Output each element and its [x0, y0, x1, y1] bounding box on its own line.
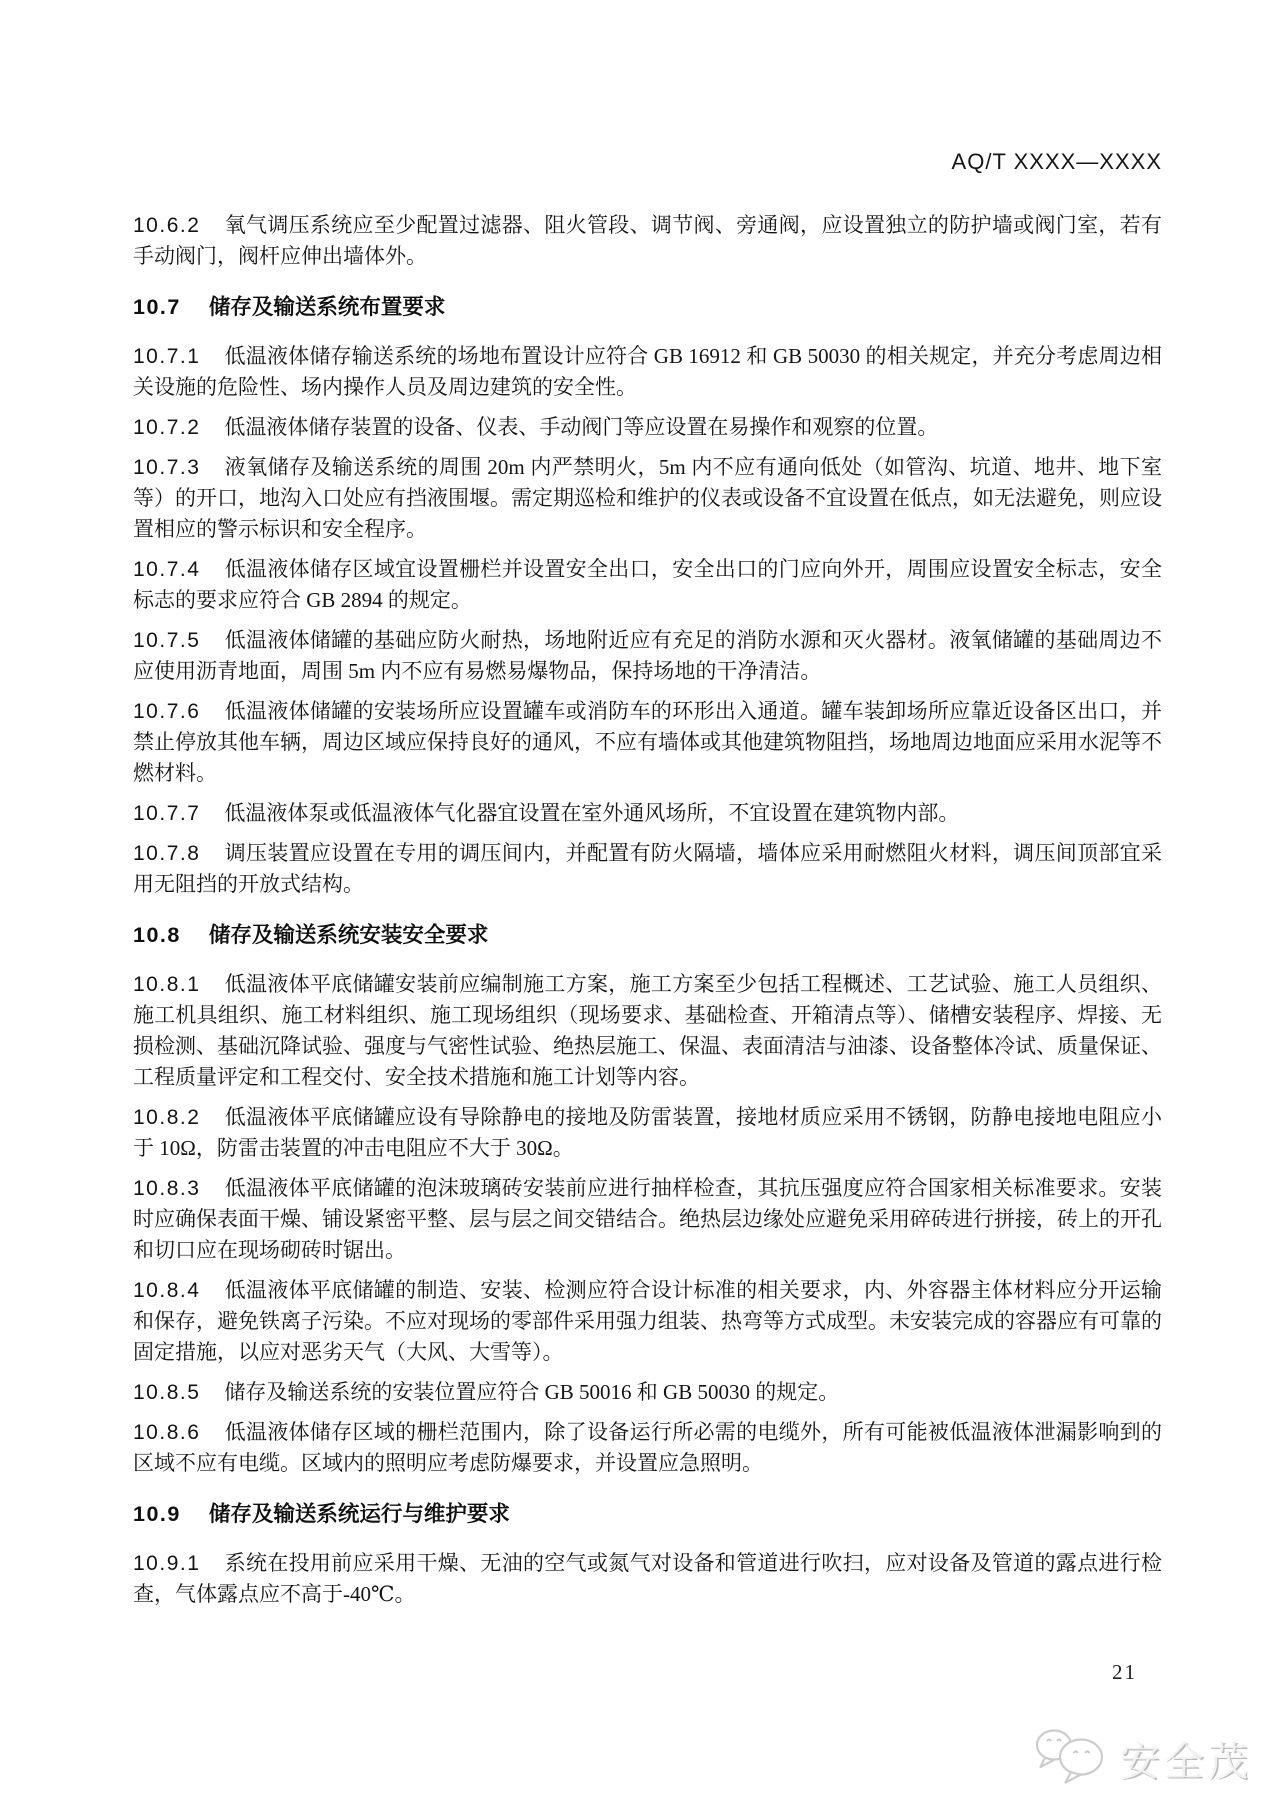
clause-text: 低温液体平底储罐的泡沫玻璃砖安装前应进行抽样检查，其抗压强度应符合国家相关标准要求。安装时应确保表面干燥、铺设紧密平整、层与层之间交错结合。绝热层边缘处应避免采用碎砖进行拼接，砖上的开孔和切口应在现场砌砖时锯出。 [133, 1176, 1162, 1262]
clause-number: 10.7.6 [133, 700, 201, 723]
clause-number: 10.8.5 [133, 1381, 201, 1404]
clause-text: 储存及输送系统的安装位置应符合 GB 50016 和 GB 50030 的规定。 [224, 1380, 840, 1404]
section-title: 储存及输送系统布置要求 [208, 295, 446, 319]
clause-10-7-2 [133, 412, 1162, 443]
clause-10-7-6 [133, 696, 1162, 789]
clause-text: 低温液体储罐的基础应防火耐热，场地附近应有充足的消防水源和灭火器材。液氧储罐的基础周边不应使用沥青地面，周围 5m 内不应有易燃易爆物品，保持场地的干净清洁。 [133, 628, 1162, 683]
clause-number: 10.7.2 [133, 416, 201, 439]
clause-10-6-2 [133, 210, 1162, 272]
clause-text: 低温液体泵或低温液体气化器宜设置在室外通风场所，不宜设置在建筑物内部。 [224, 801, 960, 825]
watermark-text: 安全茂 [1120, 1740, 1252, 1784]
clause-10-8-2 [133, 1102, 1162, 1164]
clause-text: 液氧储存及输送系统的周围 20m 内严禁明火，5m 内不应有通向低处（如管沟、坑道、地井、地下室等）的开口，地沟入口处应有挡液围堰。需定期巡检和维护的仪表或设备不宜设置在低点，如无法避免，则应设置相应的警示标识和安全程序。 [133, 455, 1162, 541]
clause-10-7-1 [133, 341, 1162, 403]
clause-number: 10.7.3 [133, 456, 201, 479]
clause-text: 氧气调压系统应至少配置过滤器、阻火管段、调节阀、旁通阀，应设置独立的防护墙或阀门室，若有手动阀门，阀杆应伸出墙体外。 [133, 213, 1162, 268]
section-title: 储存及输送系统运行与维护要求 [208, 1502, 510, 1526]
clause-number: 10.7.7 [133, 802, 201, 825]
clause-number: 10.8.3 [133, 1177, 201, 1200]
section-title: 储存及输送系统安装安全要求 [208, 923, 489, 947]
clause-number: 10.7.5 [133, 629, 201, 652]
running-header [0, 0, 1280, 174]
clause-10-7-7 [133, 798, 1162, 829]
clause-text: 低温液体储存区域宜设置栅栏并设置安全出口，安全出口的门应向外开，周围应设置安全标志，安全标志的要求应符合 GB 2894 的规定。 [133, 557, 1162, 612]
clause-text: 低温液体储罐的安装场所应设置罐车或消防车的环形出入通道。罐车装卸场所应靠近设备区出口，并禁止停放其他车辆，周边区域应保持良好的通风，不应有墙体或其他建筑物阻挡，场地周边地面应采用水泥等不燃材料。 [133, 699, 1162, 785]
clause-text: 调压装置应设置在专用的调压间内，并配置有防火隔墙，墙体应采用耐燃阻火材料，调压间顶部宜采用无阻挡的开放式结构。 [133, 841, 1162, 896]
clause-number: 10.8.2 [133, 1106, 201, 1129]
clause-text: 低温液体储存输送系统的场地布置设计应符合 GB 16912 和 GB 50030 的相关规定，并充分考虑周边相关设施的危险性、场内操作人员及周边建筑的安全性。 [133, 344, 1162, 399]
clause-10-7-4 [133, 554, 1162, 616]
clause-10-8-6 [133, 1417, 1162, 1479]
section-heading-10-8 [133, 920, 1162, 951]
section-heading-10-9 [133, 1499, 1162, 1530]
clause-text: 低温液体储存区域的栅栏范围内，除了设备运行所必需的电缆外，所有可能被低温液体泄漏影响到的区域不应有电缆。区域内的照明应考虑防爆要求，并设置应急照明。 [133, 1420, 1162, 1475]
standard-number: AQ/T XXXX—XXXX [951, 149, 1162, 174]
clause-number: 10.8.4 [133, 1279, 201, 1302]
clause-10-8-3 [133, 1173, 1162, 1266]
clause-number: 10.8.1 [133, 973, 201, 996]
clause-10-8-1 [133, 969, 1162, 1093]
clause-text: 低温液体储存装置的设备、仪表、手动阀门等应设置在易操作和观察的位置。 [224, 415, 939, 439]
clause-text: 低温液体平底储罐安装前应编制施工方案，施工方案至少包括工程概述、工艺试验、施工人员组织、施工机具组织、施工材料组织、施工现场组织（现场要求、基础检查、开箱清点等）、储槽安装程序、焊接、无损检测、基础沉降试验、强度与气密性试验、绝热层施工、保温、表面清洁与油漆、设备整体冷试、质量保证、工程质量评定和工程交付、安全技术措施和施工计划等内容。 [133, 972, 1162, 1089]
document-body [0, 174, 1280, 1610]
clause-text: 低温液体平底储罐应设有导除静电的接地及防雷装置，接地材质应采用不锈钢，防静电接地电阻应小于 10Ω，防雷击装置的冲击电阻应不大于 30Ω。 [133, 1105, 1162, 1160]
section-heading-10-7 [133, 292, 1162, 323]
clause-10-8-5 [133, 1377, 1162, 1408]
clause-text: 系统在投用前应采用干燥、无油的空气或氮气对设备和管道进行吹扫，应对设备及管道的露点进行检查，气体露点应不高于-40℃。 [133, 1551, 1162, 1606]
clause-10-9-1 [133, 1548, 1162, 1610]
section-number: 10.9 [133, 1502, 181, 1526]
clause-number: 10.7.1 [133, 345, 201, 368]
clause-number: 10.7.8 [133, 842, 201, 865]
section-number: 10.7 [133, 295, 181, 319]
clause-number: 10.8.6 [133, 1421, 201, 1444]
clause-10-7-8 [133, 838, 1162, 900]
clause-number: 10.9.1 [133, 1552, 201, 1575]
section-number: 10.8 [133, 923, 181, 947]
wechat-chat-bubbles-icon [1032, 1726, 1112, 1791]
clause-number: 10.6.2 [133, 214, 201, 237]
watermark [1032, 1726, 1252, 1791]
clause-number: 10.7.4 [133, 558, 201, 581]
clause-10-7-5 [133, 625, 1162, 687]
clause-10-8-4 [133, 1275, 1162, 1368]
clause-10-7-3 [133, 452, 1162, 545]
page-number: 21 [1112, 1660, 1137, 1684]
clause-text: 低温液体平底储罐的制造、安装、检测应符合设计标准的相关要求，内、外容器主体材料应分开运输和保存，避免铁离子污染。不应对现场的零部件采用强力组装、热弯等方式成型。未安装完成的容器应有可靠的固定措施，以应对恶劣天气（大风、大雪等）。 [133, 1278, 1162, 1364]
